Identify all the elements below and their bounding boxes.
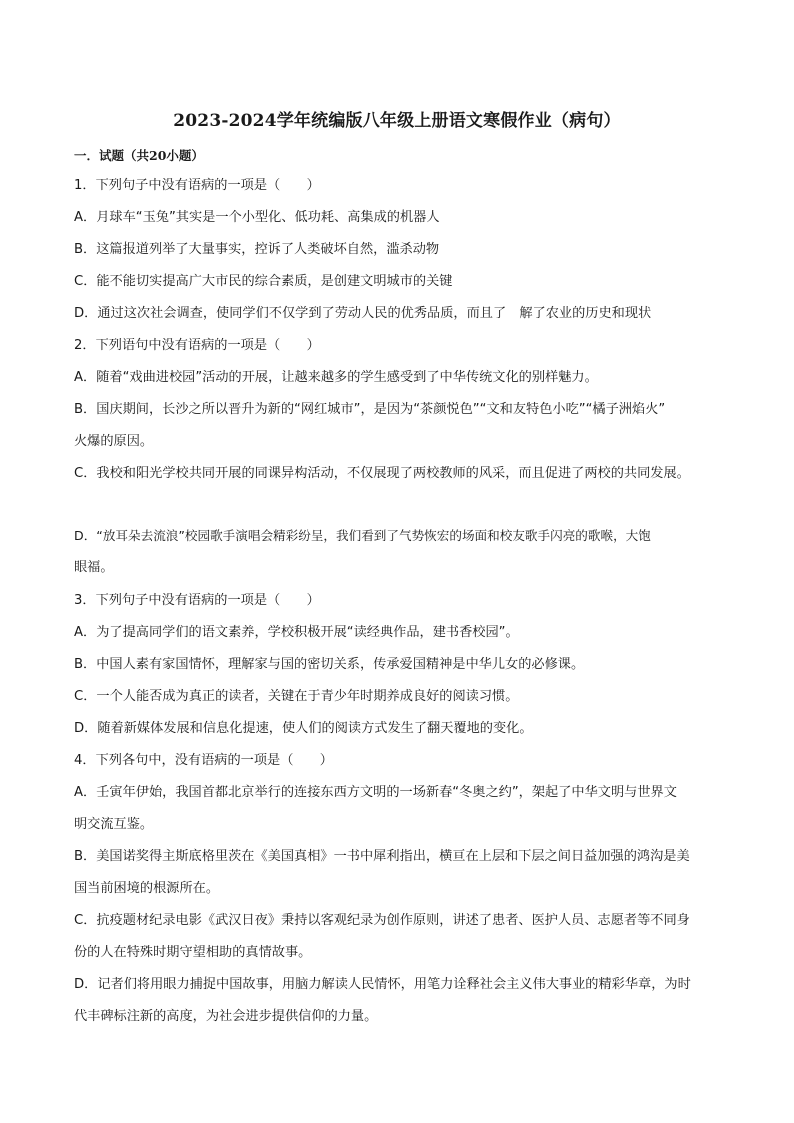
question-4-option-a: A．壬寅年伊始，我国首都北京举行的连接东西方文明的一场新春“冬奥之约”，架起了中华文明与世界文: [74, 785, 677, 800]
question-3-stem: 3．下列句子中没有语病的一项是（ ）: [74, 593, 320, 608]
question-3-option-a: A．为了提高同学们的语文素养，学校积极开展“读经典作品，建书香校园”。: [74, 625, 519, 640]
question-4-option-b: B．美国诺奖得主斯底格里茨在《美国真相》一书中犀利指出，横亘在上层和下层之间日益加强的鸿沟是美: [74, 849, 690, 864]
question-3-option-c: C．一个人能否成为真正的读者，关键在于青少年时期养成良好的阅读习惯。: [74, 689, 519, 704]
section-heading: 一．试题（共20小题）: [74, 148, 204, 163]
question-4-stem: 4．下列各句中，没有语病的一项是（ ）: [74, 753, 333, 768]
question-4-option-c: C．抗疫题材纪录电影《武汉日夜》秉持以客观纪录为创作原则，讲述了患者、医护人员、志愿者等不同身: [74, 913, 690, 928]
question-1-option-c: C．能不能切实提高广大市民的综合素质，是创建文明城市的关键: [74, 274, 453, 289]
question-2-option-a: A．随着“戏曲进校园”活动的开展，让越来越多的学生感受到了中华传统文化的别样魅力。: [74, 370, 598, 385]
question-2-option-b-cont: 火爆的原因。: [74, 434, 154, 449]
question-1-option-a: A．月球车“玉兔”其实是一个小型化、低功耗、高集成的机器人: [74, 210, 440, 225]
question-1-stem: 1．下列句子中没有语病的一项是（ ）: [74, 178, 320, 193]
question-1-option-b: B．这篇报道列举了大量事实，控诉了人类破坏自然，滥杀动物: [74, 242, 440, 257]
question-3-option-d: D．随着新媒体发展和信息化提速，使人们的阅读方式发生了翻天覆地的变化。: [74, 721, 533, 736]
question-2-option-b: B．国庆期间，长沙之所以晋升为新的“网红城市”，是因为“茶颜悦色”“文和友特色小吃”“橘子洲焰火”: [74, 402, 666, 417]
question-2-option-d-cont: 眼福。: [74, 560, 114, 575]
question-4-option-a-cont: 明交流互鉴。: [74, 817, 154, 832]
question-4-option-d: D．记者们将用眼力捕捉中国故事，用脑力解读人民情怀，用笔力诠释社会主义伟大事业的精彩华章，为时: [74, 977, 691, 992]
question-4-option-c-cont: 份的人在特殊时期守望相助的真情故事。: [74, 945, 312, 960]
question-4-option-d-cont: 代丰碑标注新的高度，为社会进步提供信仰的力量。: [74, 1009, 378, 1024]
page-title: 2023-2024学年统编版八年级上册语文寒假作业（病句）: [173, 111, 621, 131]
question-2-option-d: D．“放耳朵去流浪”校园歌手演唱会精彩纷呈，我们看到了气势恢宏的场面和校友歌手闪亮的歌喉，大饱: [74, 528, 651, 543]
question-1-option-d: D．通过这次社会调查，使同学们不仅学到了劳动人民的优秀品质，而且了 解了农业的历史和现状: [74, 306, 652, 321]
question-2-stem: 2．下列语句中没有语病的一项是（ ）: [74, 338, 320, 353]
question-3-option-b: B．中国人素有家国情怀，理解家与国的密切关系，传承爱国精神是中华儿女的必修课。: [74, 657, 585, 672]
question-2-option-c: C．我校和阳光学校共同开展的同课异构活动，不仅展现了两校教师的风采，而且促进了两校的共同发展。: [74, 466, 690, 481]
question-4-option-b-cont: 国当前困境的根源所在。: [74, 881, 220, 896]
